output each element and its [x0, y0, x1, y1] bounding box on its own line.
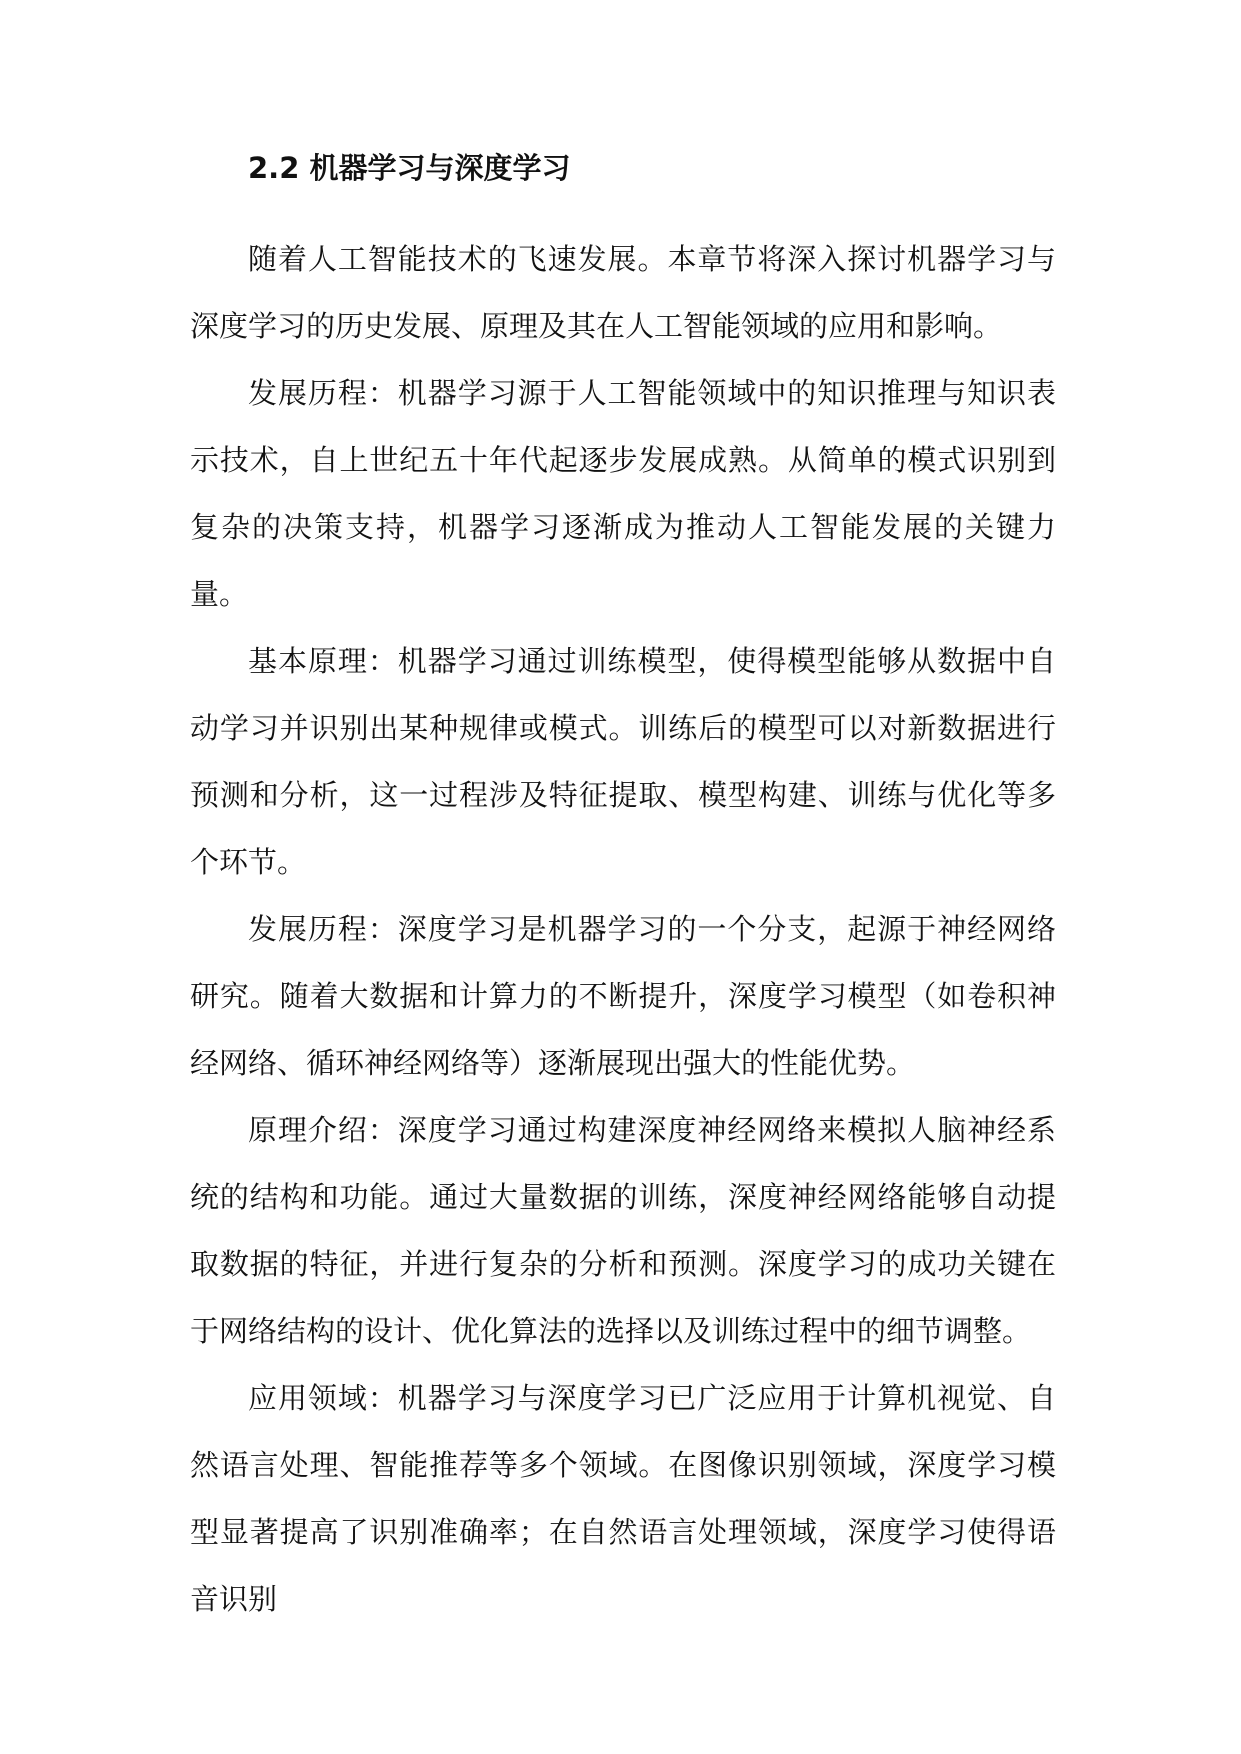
paragraph-dl-principle: 原理介绍：深度学习通过构建深度神经网络来模拟人脑神经系统的结构和功能。通过大量数据的训练，深度神经网络能够自动提取数据的特征，并进行复杂的分析和预测。深度学习的成功关键在于网络结构的设计、优化算法的选择以及训练过程中的细节调整。	[190, 1113, 1056, 1348]
paragraph-ml-history: 发展历程：机器学习源于人工智能领域中的知识推理与知识表示技术，自上世纪五十年代起逐步发展成熟。从简单的模式识别到复杂的决策支持，机器学习逐渐成为推动人工智能发展的关键力量。	[190, 376, 1056, 611]
paragraph-intro: 随着人工智能技术的飞速发展。本章节将深入探讨机器学习与深度学习的历史发展、原理及其在人工智能领域的应用和影响。	[190, 242, 1056, 343]
section-heading: 2.2 机器学习与深度学习	[248, 151, 571, 185]
paragraph-list	[190, 226, 1056, 1633]
paragraph-applications: 应用领域：机器学习与深度学习已广泛应用于计算机视觉、自然语言处理、智能推荐等多个领域。在图像识别领域，深度学习模型显著提高了识别准确率；在自然语言处理领域，深度学习使得语音识别	[190, 1381, 1056, 1616]
paragraph-ml-principle: 基本原理：机器学习通过训练模型，使得模型能够从数据中自动学习并识别出某种规律或模式。训练后的模型可以对新数据进行预测和分析，这一过程涉及特征提取、模型构建、训练与优化等多个环节。	[190, 644, 1056, 879]
document-body	[190, 148, 1056, 1633]
paragraph-dl-history: 发展历程：深度学习是机器学习的一个分支，起源于神经网络研究。随着大数据和计算力的不断提升，深度学习模型（如卷积神经网络、循环神经网络等）逐渐展现出强大的性能优势。	[190, 912, 1056, 1080]
